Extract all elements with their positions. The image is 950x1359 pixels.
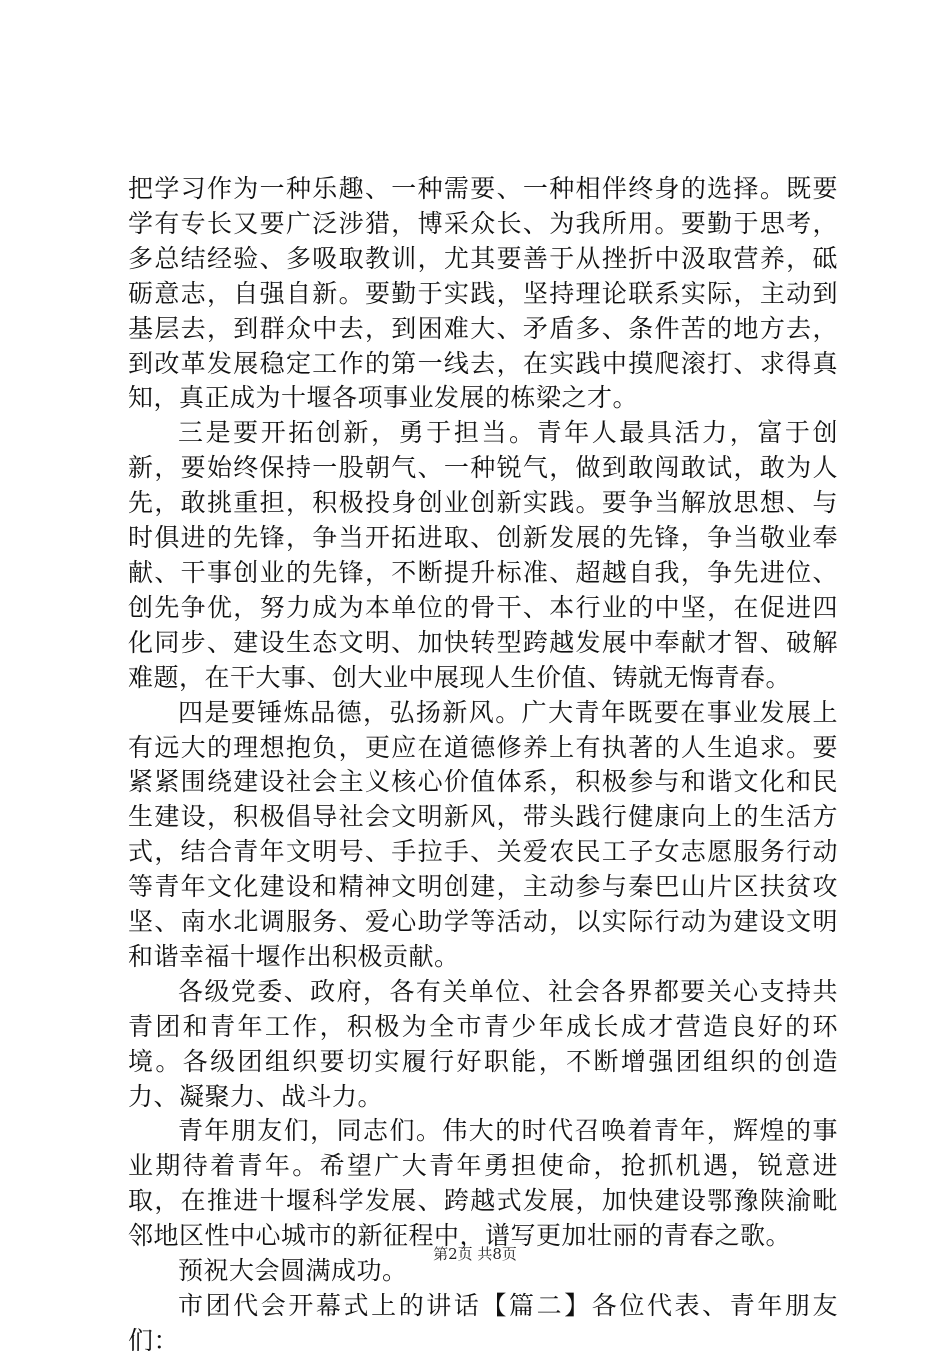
paragraph-7: 市团代会开幕式上的讲话【篇二】各位代表、青年朋友们： [128,1291,838,1355]
paragraph-6: 预祝大会圆满成功。 [178,1256,408,1286]
paragraph-4: 各级党委、政府，各有关单位、社会各界都要关心支持共青团和青年工作，积极为全市青少年成长成才营造良好的环境。各级团组织要切实履行好职能，不断增强团组织的创造力、凝聚力、战斗力。 [128,976,838,1111]
paragraph-5: 青年朋友们，同志们。伟大的时代召唤着青年，辉煌的事业期待着青年。希望广大青年勇担使命，抢抓机遇，锐意进取，在推进十堰科学发展、跨越式发展，加快建设鄂豫陕渝毗邻地区性中心城市的新征程中，谱写更加壮丽的青春之歌。 [128,1116,838,1251]
page-footer: 第2页 共8页 [433,1245,517,1263]
paragraph-2: 三是要开拓创新，勇于担当。青年人最具活力，富于创新，要始终保持一股朝气、一种锐气，做到敢闯敢试，敢为人先，敢挑重担，积极投身创业创新实践。要争当解放思想、与时俱进的先锋，争当开拓进取、创新发展的先锋，争当敬业奉献、干事创业的先锋，不断提升标准、超越自我，争先进位、创先争优，努力成为本单位的骨干、本行业的中坚，在促进四化同步、建设生态文明、加快转型跨越发展中奉献才智、破解难题，在干大事、创大业中展现人生价值、铸就无悔青春。 [128,418,838,692]
paragraph-3: 四是要锤炼品德，弘扬新风。广大青年既要在事业发展上有远大的理想抱负，更应在道德修养上有执著的人生追求。要紧紧围绕建设社会主义核心价值体系，积极参与和谐文化和民生建设，积极倡导社会文明新风，带头践行健康向上的生活方式，结合青年文明号、手拉手、关爱农民工子女志愿服务行动等青年文化建设和精神文明创建，主动参与秦巴山片区扶贫攻坚、南水北调服务、爱心助学等活动，以实际行动为建设文明和谐幸福十堰作出积极贡献。 [128,697,838,971]
document-body [128,172,838,1359]
paragraph-1: 把学习作为一种乐趣、一种需要、一种相伴终身的选择。既要学有专长又要广泛涉猎，博采众长、为我所用。要勤于思考，多总结经验、多吸取教训，尤其要善于从挫折中汲取营养，砥砺意志，自强自新。要勤于实践，坚持理论联系实际，主动到基层去，到群众中去，到困难大、矛盾多、条件苦的地方去，到改革发展稳定工作的第一线去，在实践中摸爬滚打、求得真知，真正成为十堰各项事业发展的栋梁之才。 [128,174,838,413]
